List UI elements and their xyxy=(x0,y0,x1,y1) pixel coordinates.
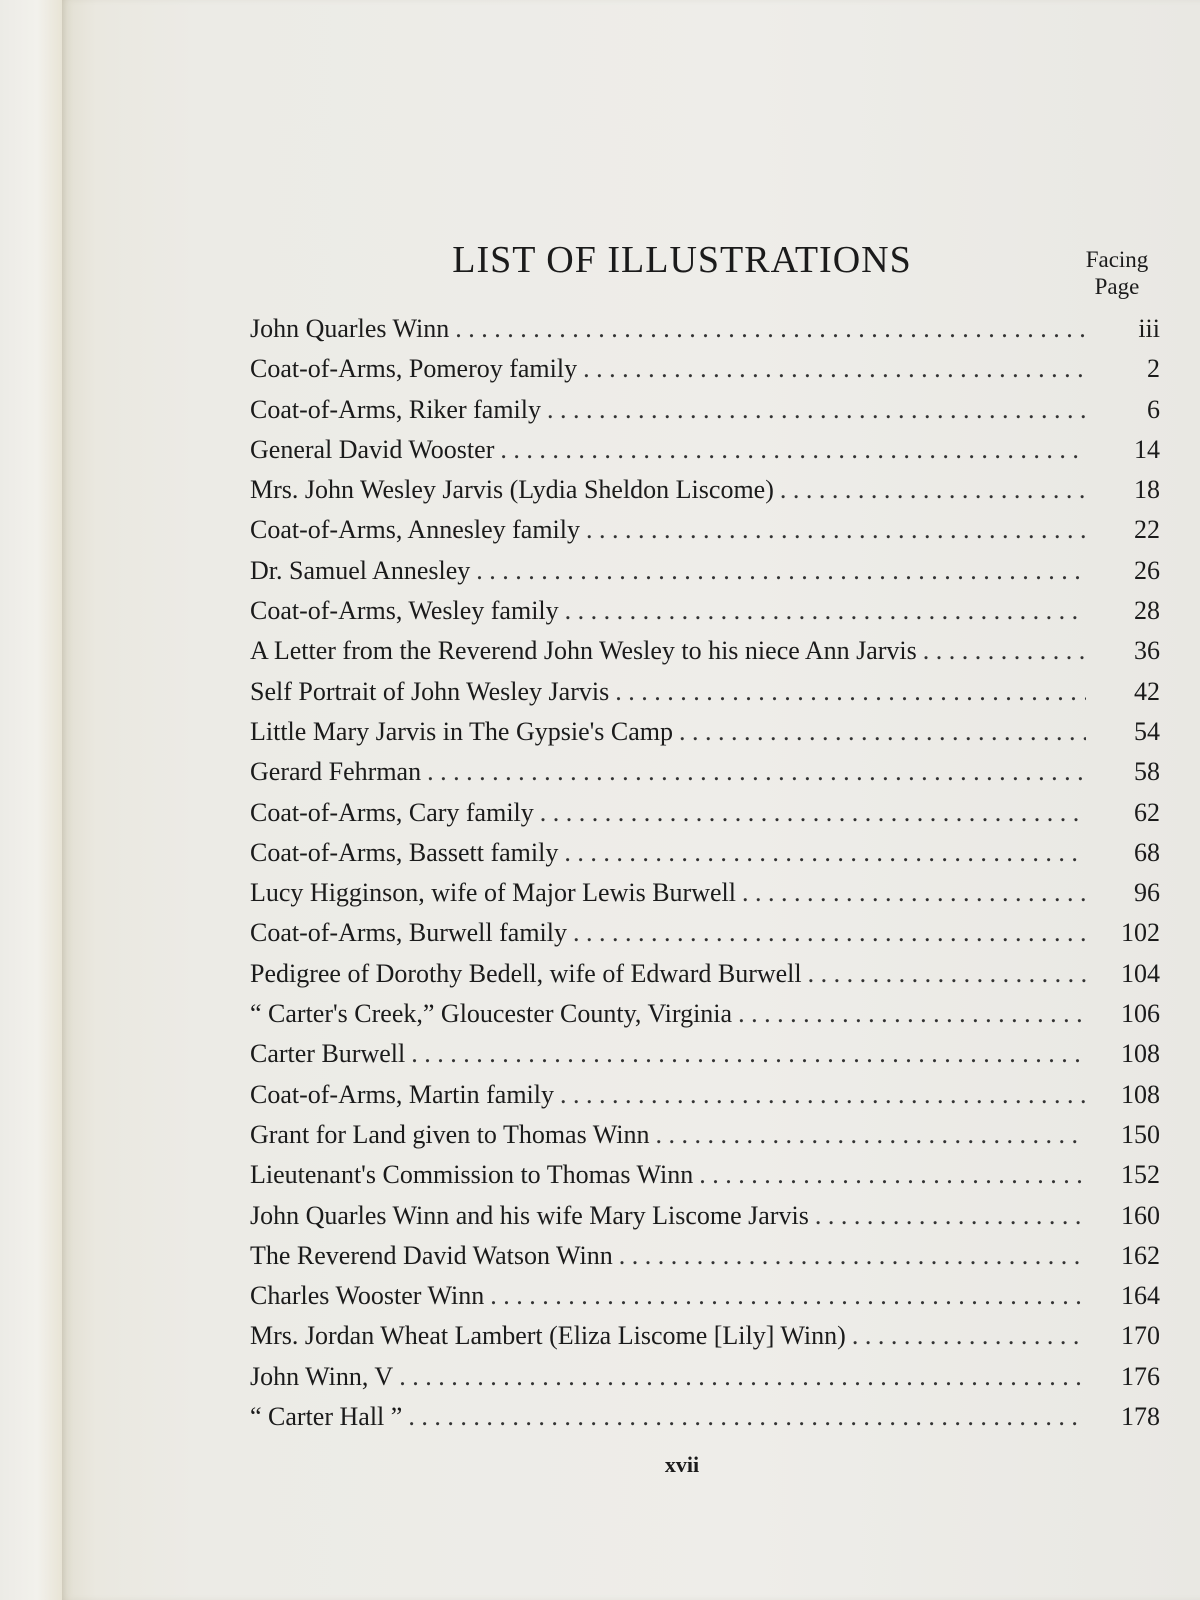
list-item xyxy=(250,435,1160,475)
dot-leader xyxy=(699,1160,1086,1190)
dot-leader xyxy=(583,354,1086,384)
dot-leader xyxy=(808,959,1086,989)
dot-leader xyxy=(564,838,1086,868)
illustration-title: Coat-of-Arms, Burwell family xyxy=(250,918,567,948)
illustration-title: Coat-of-Arms, Cary family xyxy=(250,797,534,827)
illustration-title: John Quarles Winn and his wife Mary Liscome Jarvis xyxy=(250,1200,809,1230)
dot-leader xyxy=(565,596,1086,626)
dot-leader xyxy=(490,1281,1086,1311)
facing-page-number: 62 xyxy=(1134,797,1160,827)
facing-page-number: 68 xyxy=(1134,837,1160,867)
list-item xyxy=(250,757,1160,797)
facing-page-number: 28 xyxy=(1134,596,1160,626)
facing-page-number: 162 xyxy=(1121,1240,1160,1270)
column-header-line-1: Facing xyxy=(1085,247,1149,272)
dot-leader xyxy=(427,757,1086,787)
list-item xyxy=(250,959,1160,999)
facing-page-number: 22 xyxy=(1134,515,1160,545)
facing-page-number: iii xyxy=(1138,314,1160,343)
illustration-title: “ Carter's Creek,” Gloucester County, Virginia xyxy=(250,999,733,1029)
dot-leader xyxy=(399,1362,1086,1392)
list-item xyxy=(250,717,1160,757)
list-item xyxy=(250,677,1160,717)
dot-leader xyxy=(742,878,1086,908)
list-item xyxy=(250,1362,1160,1402)
list-item xyxy=(250,1281,1160,1321)
facing-page-number: 36 xyxy=(1134,636,1160,666)
facing-page-number: 2 xyxy=(1147,354,1160,384)
dot-leader xyxy=(780,475,1086,505)
facing-page-number: 42 xyxy=(1134,676,1160,706)
list-item xyxy=(250,596,1160,636)
book-page xyxy=(62,0,1200,1600)
page-title: LIST OF ILLUSTRATIONS xyxy=(452,239,912,281)
illustration-title: The Reverend David Watson Winn xyxy=(250,1240,613,1270)
list-item xyxy=(250,354,1160,394)
illustration-title: Coat-of-Arms, Martin family xyxy=(250,1079,554,1109)
illustration-title: Lieutenant's Commission to Thomas Winn xyxy=(250,1160,694,1190)
facing-page-edge xyxy=(0,0,62,1600)
list-item xyxy=(250,1321,1160,1361)
dot-leader xyxy=(540,798,1086,828)
illustration-title: Coat-of-Arms, Wesley family xyxy=(250,596,559,626)
facing-page-number: 104 xyxy=(1121,958,1160,988)
dot-leader xyxy=(852,1321,1086,1351)
page-number: xvii xyxy=(664,1452,700,1477)
illustration-title: Mrs. Jordan Wheat Lambert (Eliza Liscome [Lily] Winn) xyxy=(250,1321,846,1351)
dot-leader xyxy=(815,1201,1086,1231)
dot-leader xyxy=(560,1080,1086,1110)
list-item xyxy=(250,1080,1160,1120)
facing-page-number: 178 xyxy=(1121,1402,1160,1432)
dot-leader xyxy=(586,515,1086,545)
dot-leader xyxy=(411,1039,1086,1069)
facing-page-number: 54 xyxy=(1134,716,1160,746)
illustration-title: Little Mary Jarvis in The Gypsie's Camp xyxy=(250,716,674,746)
dot-leader xyxy=(547,395,1086,425)
illustration-title: Gerard Fehrman xyxy=(250,757,422,787)
facing-page-number: 160 xyxy=(1121,1200,1160,1230)
illustration-title: Self Portrait of John Wesley Jarvis xyxy=(250,676,610,706)
illustration-title: Charles Wooster Winn xyxy=(250,1281,485,1311)
dot-leader xyxy=(500,435,1086,465)
facing-page-number: 152 xyxy=(1121,1160,1160,1190)
facing-page-number: 108 xyxy=(1121,1079,1160,1109)
facing-page-number: 150 xyxy=(1121,1119,1160,1149)
dot-leader xyxy=(455,314,1086,344)
illustration-title: Lucy Higginson, wife of Major Lewis Burwell xyxy=(250,878,736,908)
dot-leader xyxy=(738,999,1086,1029)
list-item xyxy=(250,1039,1160,1079)
facing-page-number: 18 xyxy=(1134,475,1160,505)
list-item xyxy=(250,878,1160,918)
dot-leader xyxy=(573,918,1086,948)
list-item xyxy=(250,515,1160,555)
list-item xyxy=(250,314,1160,354)
facing-page-number: 164 xyxy=(1121,1281,1160,1311)
list-item xyxy=(250,798,1160,838)
facing-page-column-header xyxy=(1062,246,1172,300)
illustration-title: John Quarles Winn xyxy=(250,314,450,343)
list-item xyxy=(250,475,1160,515)
list-item xyxy=(250,1241,1160,1281)
facing-page-number: 6 xyxy=(1147,394,1160,424)
illustration-title: Grant for Land given to Thomas Winn xyxy=(250,1119,650,1149)
list-item xyxy=(250,999,1160,1039)
list-item xyxy=(250,556,1160,596)
list-item xyxy=(250,918,1160,958)
list-item xyxy=(250,1201,1160,1241)
dot-leader xyxy=(476,556,1086,586)
dot-leader xyxy=(655,1120,1086,1150)
illustration-title: John Winn, V xyxy=(250,1361,394,1391)
list-item xyxy=(250,395,1160,435)
dot-leader xyxy=(679,717,1086,747)
illustration-title: General David Wooster xyxy=(250,434,495,464)
facing-page-number: 14 xyxy=(1134,434,1160,464)
facing-page-number: 102 xyxy=(1121,918,1160,948)
facing-page-number: 58 xyxy=(1134,757,1160,787)
list-item xyxy=(250,1120,1160,1160)
illustration-title: Coat-of-Arms, Riker family xyxy=(250,394,541,424)
illustration-title: Mrs. John Wesley Jarvis (Lydia Sheldon Liscome) xyxy=(250,475,774,505)
facing-page-number: 106 xyxy=(1121,999,1160,1029)
facing-page-number: 170 xyxy=(1121,1321,1160,1351)
illustration-title: Dr. Samuel Annesley xyxy=(250,555,471,585)
illustration-title: Coat-of-Arms, Bassett family xyxy=(250,837,559,867)
list-item xyxy=(250,636,1160,676)
list-item xyxy=(250,1160,1160,1200)
illustration-title: Coat-of-Arms, Pomeroy family xyxy=(250,354,578,384)
list-item xyxy=(250,1402,1160,1442)
facing-page-number: 108 xyxy=(1121,1039,1160,1069)
dot-leader xyxy=(923,636,1086,666)
facing-page-number: 26 xyxy=(1134,555,1160,585)
dot-leader xyxy=(408,1402,1086,1432)
dot-leader xyxy=(619,1241,1086,1271)
list-item xyxy=(250,838,1160,878)
illustration-title: Coat-of-Arms, Annesley family xyxy=(250,515,580,545)
facing-page-number: 96 xyxy=(1134,878,1160,908)
illustrations-list xyxy=(250,314,1160,1442)
facing-page-number: 176 xyxy=(1121,1361,1160,1391)
illustration-title: Pedigree of Dorothy Bedell, wife of Edward Burwell xyxy=(250,958,802,988)
illustration-title: A Letter from the Reverend John Wesley to his niece Ann Jarvis xyxy=(250,636,917,666)
illustration-title: “ Carter Hall ” xyxy=(250,1402,403,1432)
column-header-line-2: Page xyxy=(1094,274,1140,299)
dot-leader xyxy=(615,677,1086,707)
illustration-title: Carter Burwell xyxy=(250,1039,406,1069)
